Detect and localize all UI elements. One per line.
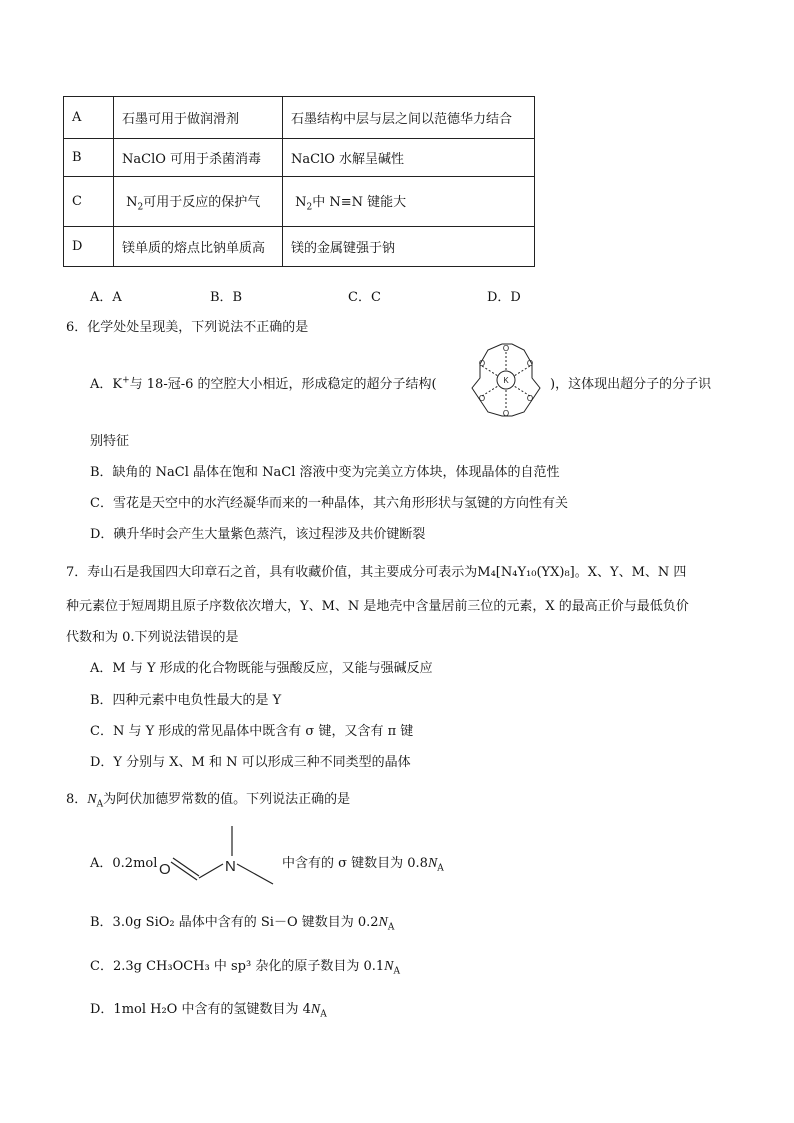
q7-option-a: A．M 与 Y 形成的化合物既能与强酸反应，又能与强碱反应 [90, 661, 433, 676]
options-table [63, 96, 535, 267]
row-reason: 石墨结构中层与层之间以范德华力结合 [283, 97, 535, 139]
choice-b: B．B [210, 290, 243, 305]
row-fact: NaClO 可用于杀菌消毒 [114, 139, 283, 177]
row-fact: 镁单质的熔点比钠单质高 [114, 227, 283, 267]
crown-ether-structure [462, 338, 550, 422]
crown-o-atom: O [478, 394, 486, 403]
q7-option-c: C．N 与 Y 形成的常见晶体中既含有 σ 键，又含有 π 键 [90, 724, 414, 739]
q6-stem: 6．化学处处呈现美，下列说法不正确的是 [66, 320, 309, 335]
row-label: D [64, 227, 114, 267]
row-reason: NaClO 水解呈碱性 [283, 139, 535, 177]
row-fact: 石墨可用于做润滑剂 [114, 97, 283, 139]
q6-option-a-cont: 别特征 [90, 434, 130, 449]
crown-o-atom: O [526, 394, 534, 403]
q8-option-a-pre: A．0.2mol [90, 856, 158, 871]
crown-o-atom: O [502, 409, 510, 418]
row-reason: 镁的金属键强于钠 [283, 227, 535, 267]
table-row [64, 139, 535, 177]
oxygen-atom: O [159, 861, 171, 878]
q6-option-a-end: )，这体现出超分子的分子识 [550, 377, 712, 392]
choice-c: C．C [348, 290, 381, 305]
nitrogen-atom: N [225, 858, 236, 875]
crown-o-atom: O [478, 359, 486, 368]
choice-a: A．A [90, 290, 122, 305]
mineral-formula: M₄[N₄Y₁₀(YX)₈] [477, 565, 575, 580]
table-row [64, 227, 535, 267]
row-fact: $N_2$可用于反应的保护气 [114, 177, 283, 227]
q7-option-b: B．四种元素中电负性最大的是 Y [90, 693, 282, 708]
q6-option-a: A．K+与 18-冠-6 的空腔大小相近，形成稳定的超分子结构( [90, 375, 437, 392]
row-reason: $N_2$中 N≡N 键能大 [283, 177, 535, 227]
crown-k-ion: K [503, 376, 509, 385]
q6-option-c: C．雪花是天空中的水汽经凝华而来的一种晶体，其六角形形状与氢键的方向性有关 [90, 496, 568, 511]
crown-o-atom: O [502, 344, 510, 353]
table-row [64, 97, 535, 139]
q8-stem: 8．$N_A$为阿伏加德罗常数的值。下列说法正确的是 [66, 792, 351, 810]
q7-option-d: D．Y 分别与 X、M 和 N 可以形成三种不同类型的晶体 [90, 755, 411, 770]
row-label: C [64, 177, 114, 227]
dmf-molecule-structure [157, 822, 279, 890]
q8-option-c: C．2.3g CH₃OCH₃ 中 sp³ 杂化的原子数目为 $0.1N_A$ [90, 959, 400, 977]
q7-stem-line3: 代数和为 0.下列说法错误的是 [66, 630, 239, 645]
q7-stem: 7．寿山石是我国四大印章石之首，具有收藏价值，其主要成分可表示为M₄[N₄Y₁₀(YX)₈]。X、Y、M、N 四 [66, 565, 687, 580]
q7-stem-line2: 种元素位于短周期且原子序数依次增大，Y、M、N 是地壳中含量居前三位的元素，X 的最高正价与最低负价 [66, 599, 689, 614]
q8-option-a-post: 中含有的 σ 键数目为 $0.8N_A$ [282, 856, 444, 874]
q6-option-d: D．碘升华时会产生大量紫色蒸汽，该过程涉及共价键断裂 [90, 527, 426, 542]
crown-o-atom: O [526, 359, 534, 368]
q8-option-b: B．3.0g SiO₂ 晶体中含有的 Si－O 键数目为 $0.2N_A$ [90, 915, 395, 933]
q8-option-d: D．1mol H₂O 中含有的氢键数目为 $4N_A$ [90, 1002, 327, 1020]
choice-d: D．D [487, 290, 521, 305]
table-row [64, 177, 535, 227]
row-label: B [64, 139, 114, 177]
row-label: A [64, 97, 114, 139]
q6-option-b: B．缺角的 NaCl 晶体在饱和 NaCl 溶液中变为完美立方体块，体现晶体的自范性 [90, 465, 560, 480]
